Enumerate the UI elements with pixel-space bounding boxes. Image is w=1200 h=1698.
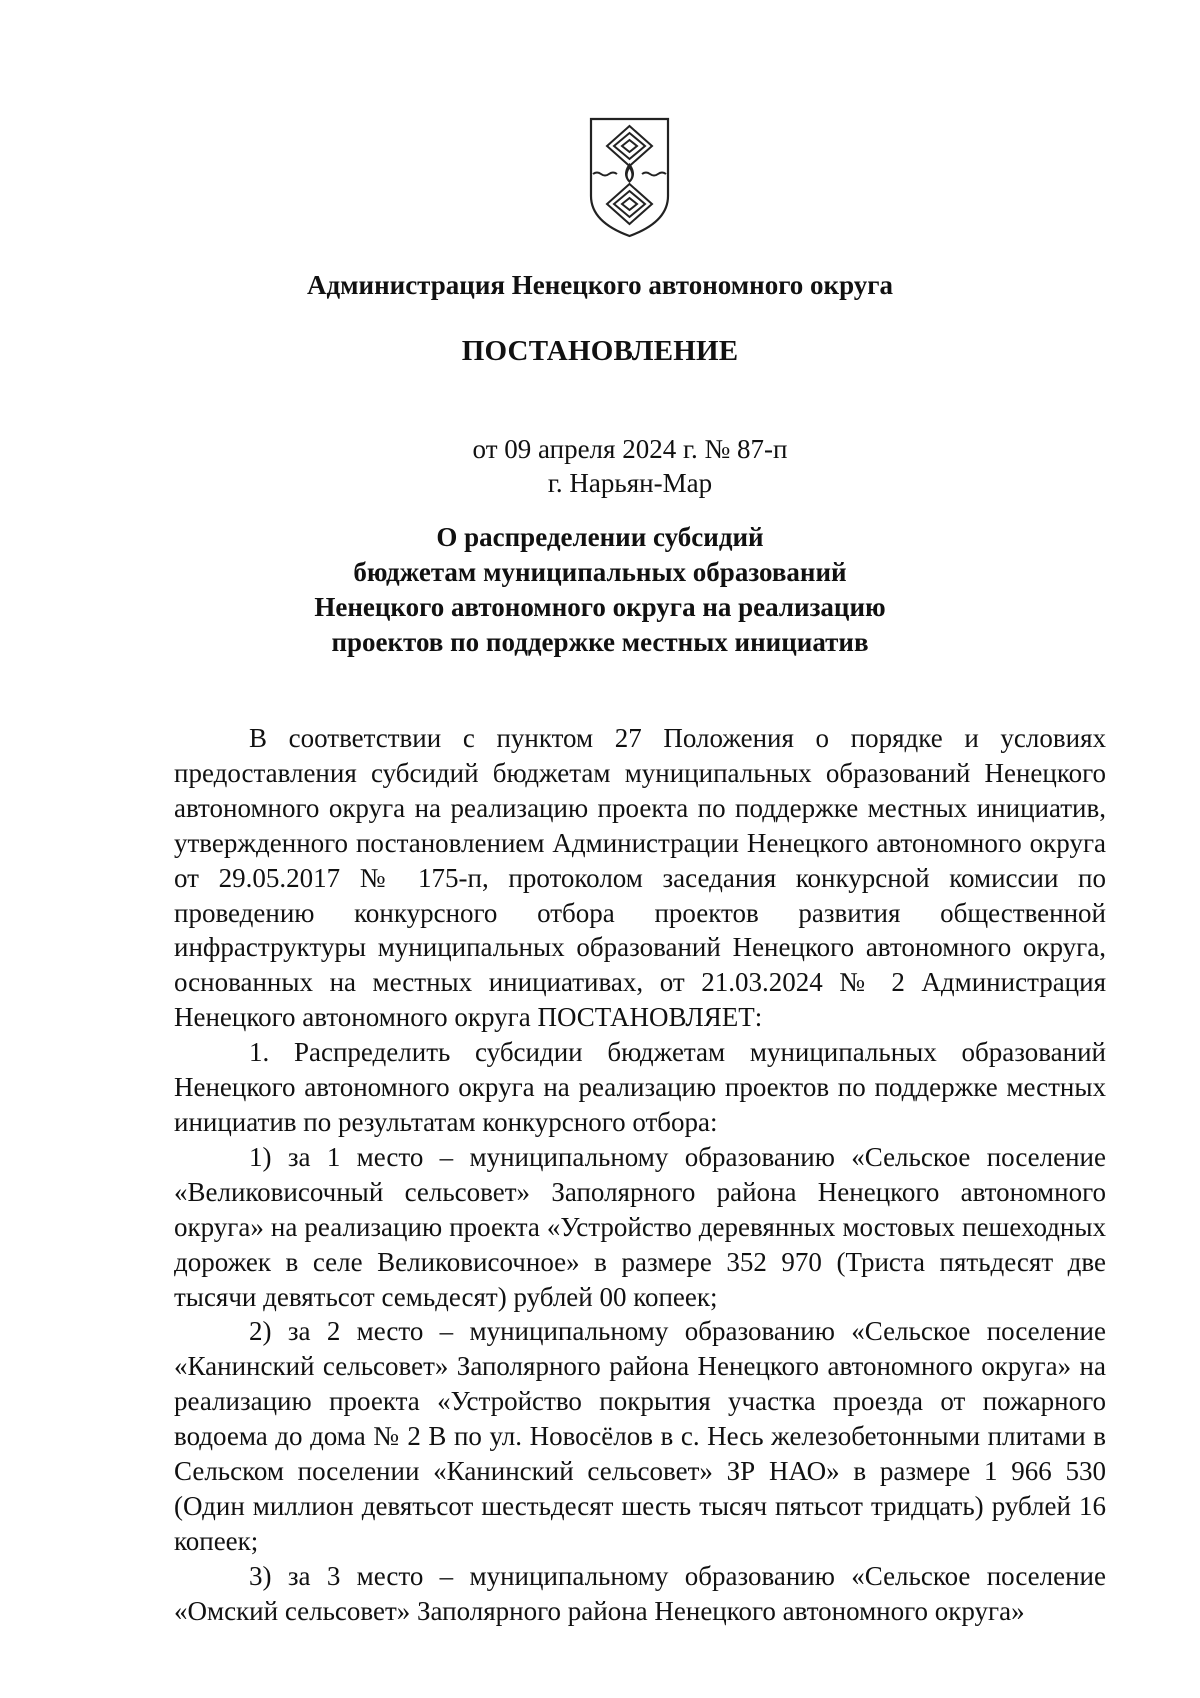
subject-line: Ненецкого автономного округа на реализацию <box>314 592 886 622</box>
subject-line: проектов по поддержке местных инициатив <box>331 627 869 657</box>
subject-line: О распределении субсидий <box>436 522 764 552</box>
body-paragraph-subitem-2: 2) за 2 место – муниципальному образованию «Сельское поселение «Канинский сельсовет» Заполярного района Ненецкого автономного округа» на реализацию проекта «Устройство покрытия участка проезда от пожарного водоема до дома № 2 В по ул. Новосёлов в с. Несь железобетонными плитами в Сельском поселении «Канинский сельсовет» ЗР НАО» в размере 1 966 530 (Один миллион девятьсот шестьдесят шесть тысяч пятьсот тридцать) рублей 16 копеек; <box>174 1316 1106 1556</box>
document-body <box>174 721 1106 1629</box>
subject-line: бюджетам муниципальных образований <box>353 557 847 587</box>
document-subject <box>250 520 950 660</box>
document-type-heading: ПОСТАНОВЛЕНИЕ <box>461 335 739 367</box>
place-of-issue: г. Нарьян-Мар <box>547 468 713 498</box>
body-paragraph-item-1: 1. Распределить субсидии бюджетам муниципальных образований Ненецкого автономного округа на реализацию проектов по поддержке местных инициатив по результатам конкурсного отбора: <box>174 1037 1106 1137</box>
organization-title: Администрация Ненецкого автономного округа <box>306 270 894 300</box>
body-paragraph-preamble: В соответствии с пунктом 27 Положения о порядке и условиях предоставления субсидий бюджетам муниципальных образований Ненецкого автономного округа на реализацию проекта по поддержке местных инициатив, утвержденного постановлением Администрации Ненецкого автономного округа от 29.05.2017 № 175-п, протоколом заседания конкурсной комиссии по проведению конкурсного отбора проектов развития общественной инфраструктуры муниципальных образований Ненецкого автономного округа, основанных на местных инициативах, от 21.03.2024 № 2 Администрация Ненецкого автономного округа ПОСТАНОВЛЯЕТ: <box>174 723 1106 1033</box>
coat-of-arms-emblem <box>588 116 671 239</box>
date-and-number: от 09 апреля 2024 г. № 87-п <box>472 434 788 464</box>
body-paragraph-subitem-1: 1) за 1 место – муниципальному образованию «Сельское поселение «Великовисочный сельсовет» Заполярного района Ненецкого автономного округа» на реализацию проекта «Устройство деревянных мостовых пешеходных дорожек в селе Великовисочное» в размере 352 970 (Триста пятьдесят две тысячи девятьсот семьдесят) рублей 00 копеек; <box>174 1141 1106 1312</box>
body-paragraph-subitem-3: 3) за 3 место – муниципальному образованию «Сельское поселение «Омский сельсовет» Заполярного района Ненецкого автономного округа» <box>174 1560 1106 1626</box>
